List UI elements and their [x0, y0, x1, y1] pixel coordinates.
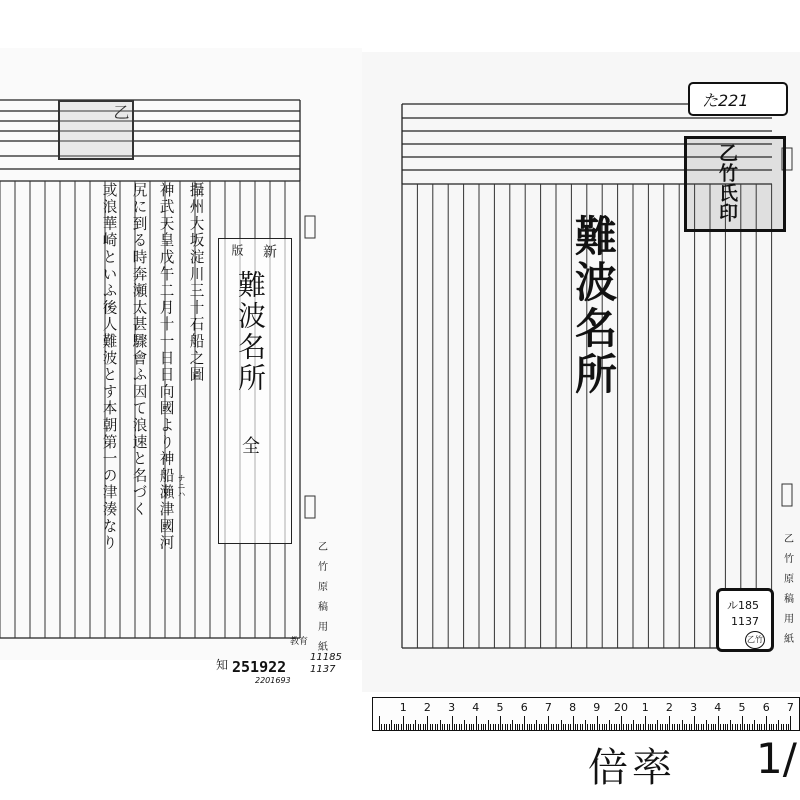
ruler-tick — [694, 716, 695, 730]
left-ruled-grid — [0, 48, 362, 660]
ruler-tick — [732, 724, 733, 730]
ruler-tick — [524, 716, 525, 730]
ruler-tick — [435, 724, 436, 730]
ruler-tick — [778, 720, 779, 730]
ruler-tick — [452, 716, 453, 730]
ruler-tick — [531, 724, 532, 730]
ruler-tick — [507, 724, 508, 730]
ruler-tick — [606, 724, 607, 730]
ruler-tick — [669, 716, 670, 730]
owner-seal — [684, 136, 786, 232]
ruler-tick — [727, 724, 728, 730]
ruler-tick — [672, 724, 673, 730]
ruler-tick — [749, 724, 750, 730]
ruler-tick — [490, 724, 491, 730]
ruler-tick — [459, 724, 460, 730]
ruler-tick — [488, 720, 489, 730]
ruler-tick — [706, 720, 707, 730]
ruler-tick — [500, 716, 501, 730]
header-stamp-text: 乙 — [111, 104, 130, 120]
ruler-tick — [384, 724, 385, 730]
ruler-label: 1 — [399, 701, 407, 714]
ruler-tick — [551, 724, 552, 730]
ruler-label: 2 — [665, 701, 673, 714]
ruler-tick — [703, 724, 704, 730]
ruler-tick — [730, 720, 731, 730]
library-mark: 教育 — [290, 637, 309, 647]
ruler-tick — [534, 724, 535, 730]
ruler-tick — [594, 724, 595, 730]
ruler-tick — [677, 724, 678, 730]
ruler-tick — [611, 724, 612, 730]
ruler-tick — [425, 724, 426, 730]
ruler-tick — [623, 724, 624, 730]
ruler-tick — [502, 724, 503, 730]
ruler-tick — [515, 724, 516, 730]
ruler-tick — [558, 724, 559, 730]
ruler-tick — [781, 724, 782, 730]
ruler-label: 7 — [544, 701, 552, 714]
ruler-tick — [561, 720, 562, 730]
ruler-tick — [650, 724, 651, 730]
call-number-line-1: ル185 — [727, 599, 759, 612]
ruler-tick — [430, 724, 431, 730]
ruler-tick — [754, 720, 755, 730]
ruler-label: 4 — [472, 701, 480, 714]
ruler-tick — [682, 720, 683, 730]
ruler-tick — [541, 724, 542, 730]
ruler-tick — [432, 724, 433, 730]
ruler-tick — [493, 724, 494, 730]
ruler-tick — [786, 724, 787, 730]
ruler-tick — [476, 716, 477, 730]
ruler-tick — [512, 720, 513, 730]
ruler-tick — [447, 724, 448, 730]
ruler-tick — [401, 724, 402, 730]
ruler-tick — [742, 716, 743, 730]
paper-label-char: 乙 — [318, 542, 328, 553]
ruler-tick — [389, 724, 390, 730]
accession-subnumber: 2201693 — [255, 676, 291, 685]
ruler-tick — [759, 724, 760, 730]
ruler-tick — [580, 724, 581, 730]
ruler-tick — [442, 724, 443, 730]
right-paper-label — [782, 530, 796, 650]
paper-label-char: 用 — [784, 614, 794, 625]
bottom-left-mark: 知 — [216, 658, 229, 672]
ruler-tick — [519, 724, 520, 730]
ruler-tick — [696, 724, 697, 730]
ruler-tick — [570, 724, 571, 730]
ruler-tick — [740, 724, 741, 730]
ruler-tick — [464, 720, 465, 730]
paper-label-char: 稿 — [318, 602, 328, 613]
ruler-tick — [674, 724, 675, 730]
ruler-tick — [483, 724, 484, 730]
ruler-label: 3 — [690, 701, 698, 714]
ruler-label: 6 — [762, 701, 770, 714]
ruler-tick — [423, 724, 424, 730]
ruler-label: 1 — [641, 701, 649, 714]
ruler-tick — [449, 724, 450, 730]
owner-seal-text: 乙竹氏印 — [716, 143, 738, 223]
left-paper-label — [316, 538, 330, 658]
ruler-tick — [640, 724, 641, 730]
ruler-tick — [582, 724, 583, 730]
ruler-tick — [648, 724, 649, 730]
ruler-tick — [403, 716, 404, 730]
ruler-tick — [590, 724, 591, 730]
ruler-label: 4 — [714, 701, 722, 714]
ruler-tick — [619, 724, 620, 730]
ruler-tick — [660, 724, 661, 730]
manuscript-column-2: 神武天皇戊午二月十一日日向國より神船瀨津國河 — [157, 182, 175, 552]
ruler-tick — [440, 720, 441, 730]
ruler-tick — [711, 724, 712, 730]
paper-label-char: 紙 — [318, 642, 328, 653]
ruler-tick — [592, 724, 593, 730]
ruler-tick — [415, 720, 416, 730]
ruler-tick — [776, 724, 777, 730]
ruler-tick — [718, 716, 719, 730]
ruler-tick — [643, 724, 644, 730]
ruler-tick — [655, 724, 656, 730]
ruler-tick — [788, 724, 789, 730]
ruler-tick — [587, 724, 588, 730]
ruler-tick — [783, 724, 784, 730]
page-title: 難波名所 — [569, 214, 618, 398]
right-manuscript-page — [362, 52, 800, 692]
ruler-tick — [626, 724, 627, 730]
ruler-label: 8 — [569, 701, 577, 714]
ruler-tick — [418, 724, 419, 730]
ruler-tick — [689, 724, 690, 730]
ruler-label: 5 — [496, 701, 504, 714]
ruler-tick — [684, 724, 685, 730]
ruler-tick — [662, 724, 663, 730]
ruler-tick — [633, 720, 634, 730]
ruler-tick — [381, 724, 382, 730]
ruler-tick — [394, 724, 395, 730]
paper-label-char: 竹 — [318, 562, 328, 573]
ruler-tick — [391, 720, 392, 730]
ruler-tick — [585, 720, 586, 730]
ruler-tick — [752, 724, 753, 730]
ruler-tick — [568, 724, 569, 730]
ruler-tick — [577, 724, 578, 730]
ruler-tick — [597, 716, 598, 730]
ruler-tick — [454, 724, 455, 730]
ruler-tick — [398, 724, 399, 730]
ruler-tick — [686, 724, 687, 730]
ruler-tick — [621, 716, 622, 730]
ruler-tick — [469, 724, 470, 730]
ruler-tick — [495, 724, 496, 730]
ruler-tick — [379, 716, 380, 730]
ruler-tick — [609, 720, 610, 730]
ruler-label: 9 — [593, 701, 601, 714]
ruler-tick — [645, 716, 646, 730]
ruler-tick — [766, 716, 767, 730]
paper-label-char: 乙 — [784, 534, 794, 545]
ruler-tick — [473, 724, 474, 730]
title-box-label-edition: 版 — [230, 244, 244, 256]
ruler-tick — [631, 724, 632, 730]
ruler-tick — [764, 724, 765, 730]
ruler-label: 2 — [423, 701, 431, 714]
ruler-tick — [471, 724, 472, 730]
ruler-tick — [410, 724, 411, 730]
ruler-label: 7 — [786, 701, 794, 714]
ruler-tick — [602, 724, 603, 730]
ruler-tick — [396, 724, 397, 730]
ruler-tick — [498, 724, 499, 730]
ruler-tick — [599, 724, 600, 730]
ruler-tick — [481, 724, 482, 730]
ruler-tick — [769, 724, 770, 730]
magnification-value: 1/ — [756, 734, 797, 783]
ruler-tick — [461, 724, 462, 730]
manuscript-column-1: 攝州大坂淀川三十石船之圖 — [187, 182, 205, 384]
ruler-tick — [386, 724, 387, 730]
ruler-tick — [456, 724, 457, 730]
ruler-tick — [691, 724, 692, 730]
furigana-annotation: ナニハ — [177, 474, 186, 498]
paper-label-char: 稿 — [784, 594, 794, 605]
ruler-tick — [565, 724, 566, 730]
ruler-tick — [725, 724, 726, 730]
paper-label-char: 竹 — [784, 554, 794, 565]
ruler-tick — [698, 724, 699, 730]
ruler-tick — [406, 724, 407, 730]
paper-label-char: 用 — [318, 622, 328, 633]
paper-label-char: 原 — [784, 574, 794, 585]
ruler-tick — [527, 724, 528, 730]
ruler-tick — [539, 724, 540, 730]
ruler-tick — [614, 724, 615, 730]
ruler-tick — [747, 724, 748, 730]
ruler-tick — [757, 724, 758, 730]
ruler-tick — [553, 724, 554, 730]
left-manuscript-page — [0, 48, 362, 685]
catalog-label — [688, 82, 788, 116]
manuscript-column-3: 尻に到る時奔瀬太甚驟會ふ因て浪速と名づく — [130, 182, 148, 518]
ruler-tick — [478, 724, 479, 730]
ruler-tick — [744, 724, 745, 730]
title-box-count: 全 — [239, 436, 260, 454]
ruler-tick — [536, 720, 537, 730]
ruler-tick — [771, 724, 772, 730]
manuscript-column-4: 或浪華崎といふ後人難波とす本朝第一の津湊なり — [100, 182, 118, 552]
ruler-tick — [667, 724, 668, 730]
ruler-tick — [773, 724, 774, 730]
ruler-tick — [510, 724, 511, 730]
ruler-tick — [708, 724, 709, 730]
ruler-tick — [413, 724, 414, 730]
ruler-tick — [761, 724, 762, 730]
ruler-label: 20 — [614, 701, 628, 714]
handwritten-call-number: 11185 1137 — [310, 652, 342, 675]
ruler-tick — [408, 724, 409, 730]
ruler-tick — [665, 724, 666, 730]
ruler-tick — [556, 724, 557, 730]
ruler-tick — [701, 724, 702, 730]
ruler-tick — [427, 716, 428, 730]
ruler-tick — [548, 716, 549, 730]
ruler-tick — [505, 724, 506, 730]
paper-label-char: 原 — [318, 582, 328, 593]
call-number-line-3: 乙竹 — [745, 631, 765, 649]
paper-label-char: 紙 — [784, 634, 794, 645]
ruler-tick — [517, 724, 518, 730]
ruler-tick — [420, 724, 421, 730]
ruler-tick — [679, 724, 680, 730]
ruler-tick — [522, 724, 523, 730]
ruler-tick — [529, 724, 530, 730]
ruler-tick — [466, 724, 467, 730]
ruler-tick — [437, 724, 438, 730]
ruler-tick — [652, 724, 653, 730]
ruler-tick — [657, 720, 658, 730]
ruler-tick — [628, 724, 629, 730]
magnification-label: 倍率 — [588, 745, 676, 791]
ruler-tick — [636, 724, 637, 730]
ruler-tick — [790, 716, 791, 730]
ruler-tick — [563, 724, 564, 730]
ruler-label: 6 — [520, 701, 528, 714]
ruler-tick — [485, 724, 486, 730]
ruler-label: 5 — [738, 701, 746, 714]
ruler-tick — [616, 724, 617, 730]
title-box-title: 難波名所 — [234, 270, 267, 394]
title-box-label-new: 新 — [261, 244, 277, 258]
ruler-label: 3 — [448, 701, 456, 714]
accession-number: 251922 — [232, 658, 287, 676]
ruler-tick — [544, 724, 545, 730]
ruler-tick — [604, 724, 605, 730]
measurement-ruler — [372, 697, 800, 731]
ruler-tick — [723, 724, 724, 730]
ruler-tick — [713, 724, 714, 730]
catalog-label-text: た221 — [702, 91, 749, 110]
call-number-line-2: 1137 — [731, 615, 759, 628]
call-number-sticker — [716, 588, 774, 652]
ruler-tick — [575, 724, 576, 730]
ruler-tick — [720, 724, 721, 730]
ruler-tick — [638, 724, 639, 730]
ruler-tick — [546, 724, 547, 730]
ruler-tick — [715, 724, 716, 730]
ruler-tick — [573, 716, 574, 730]
ruler-tick — [735, 724, 736, 730]
ruler-tick — [737, 724, 738, 730]
ruler-tick — [444, 724, 445, 730]
